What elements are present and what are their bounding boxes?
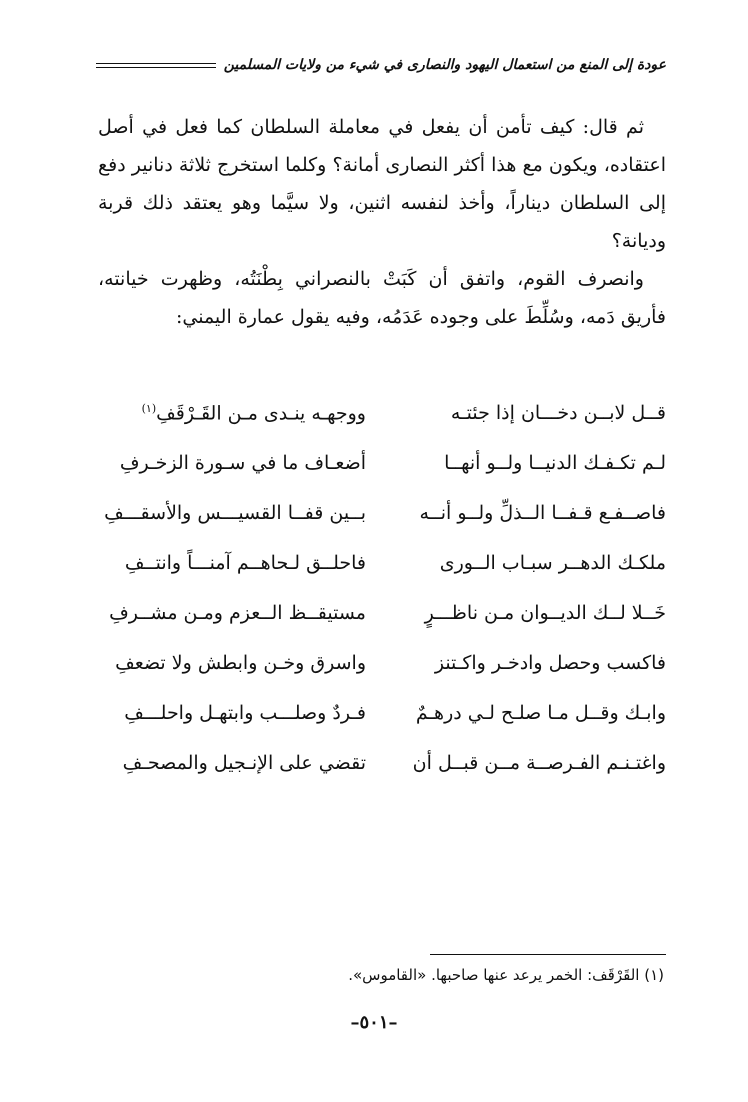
verse-first-hemistich: قــل لابــن دخـــان إذا جئتـه xyxy=(450,402,666,424)
running-header xyxy=(96,50,666,80)
verse-second-hemistich: فاحلــق لـحاهــم آمنـــاً وانتــفِ xyxy=(124,552,366,574)
verse-first-hemistich: لـم تكـفـك الدنيــا ولــو أنهــا xyxy=(444,452,666,474)
verse xyxy=(98,538,666,588)
verse-second-hemistich: بــين قفــا القسيـــس والأسقـــفِ xyxy=(104,502,366,524)
verse xyxy=(98,488,666,538)
verse-first-hemistich: فاصــفـع قـفــا الــذلِّ ولــو أنــه xyxy=(419,502,666,524)
verse xyxy=(98,738,666,788)
paragraph: وانصرف القوم، واتفق أن كَبَتْ بالنصراني بِطْنَتُه، وظهرت خيانته، فأريق دَمه، وسُلِّطَ على وجوده عَدَمُه، وفيه يقول عمارة اليمني: xyxy=(98,268,666,328)
verse xyxy=(98,638,666,688)
verse-first-hemistich: فاكسب وحصل وادخـر واكـتنز xyxy=(434,652,666,674)
footnote-rule xyxy=(430,954,666,955)
verse-second-hemistich: تقضي على الإنـجيل والمصحـفِ xyxy=(122,752,366,774)
verse xyxy=(98,438,666,488)
paragraph: ثم قال: كيف تأمن أن يفعل في معاملة السلطان كما فعل في أصل اعتقاده، ويكون مع هذا أكثر النصارى أمانة؟ وكلما استخرج ثلاثة دنانير دفع إلى السلطان ديناراً، وأخذ لنفسه اثنين، ولا سيَّما وهو يعتقد ذلك قربة وديانة؟ xyxy=(98,116,666,252)
verse xyxy=(98,388,666,438)
footnote-marker: (١) xyxy=(141,401,157,415)
verse-first-hemistich: وابـك وقــل مـا صلـح لـي درهـمٌ xyxy=(415,702,666,724)
verse xyxy=(98,588,666,638)
header-rule xyxy=(96,63,216,68)
poem xyxy=(98,388,666,788)
footnote: (١) القَرْقَف: الخمر يرعد عنها صاحبها. «القاموس». xyxy=(348,966,664,984)
verse xyxy=(98,688,666,738)
page-number: –٥٠١– xyxy=(350,1012,398,1033)
hemistich-text: ووجهـه ينـدى مـن القَـرْقَفِ xyxy=(156,402,366,425)
verse-first-hemistich: واغتـنـم الفـرصــة مــن قبــل أن xyxy=(412,752,666,774)
verse-second-hemistich: مستيقــظ الــعزم ومـن مشــرفِ xyxy=(109,602,366,624)
verse-second-hemistich: أضعـاف ما في سـورة الزخـرفِ xyxy=(119,452,366,474)
header-title: عودة إلى المنع من استعمال اليهود والنصارى في شيء من ولايات المسلمين xyxy=(223,57,666,73)
verse-second-hemistich xyxy=(98,402,366,424)
prose-body xyxy=(98,108,666,336)
verse-second-hemistich: فـردٌ وصلـــب وابتهـل واحلـــفِ xyxy=(124,702,366,724)
verse-first-hemistich: خَــلا لــك الديــوان مـن ناظـــرٍ xyxy=(424,602,666,624)
verse-first-hemistich: ملكـك الدهــر سبـاب الــورى xyxy=(439,552,666,574)
verse-second-hemistich: واسرق وخـن وابطش ولا تضعفِ xyxy=(115,652,366,674)
